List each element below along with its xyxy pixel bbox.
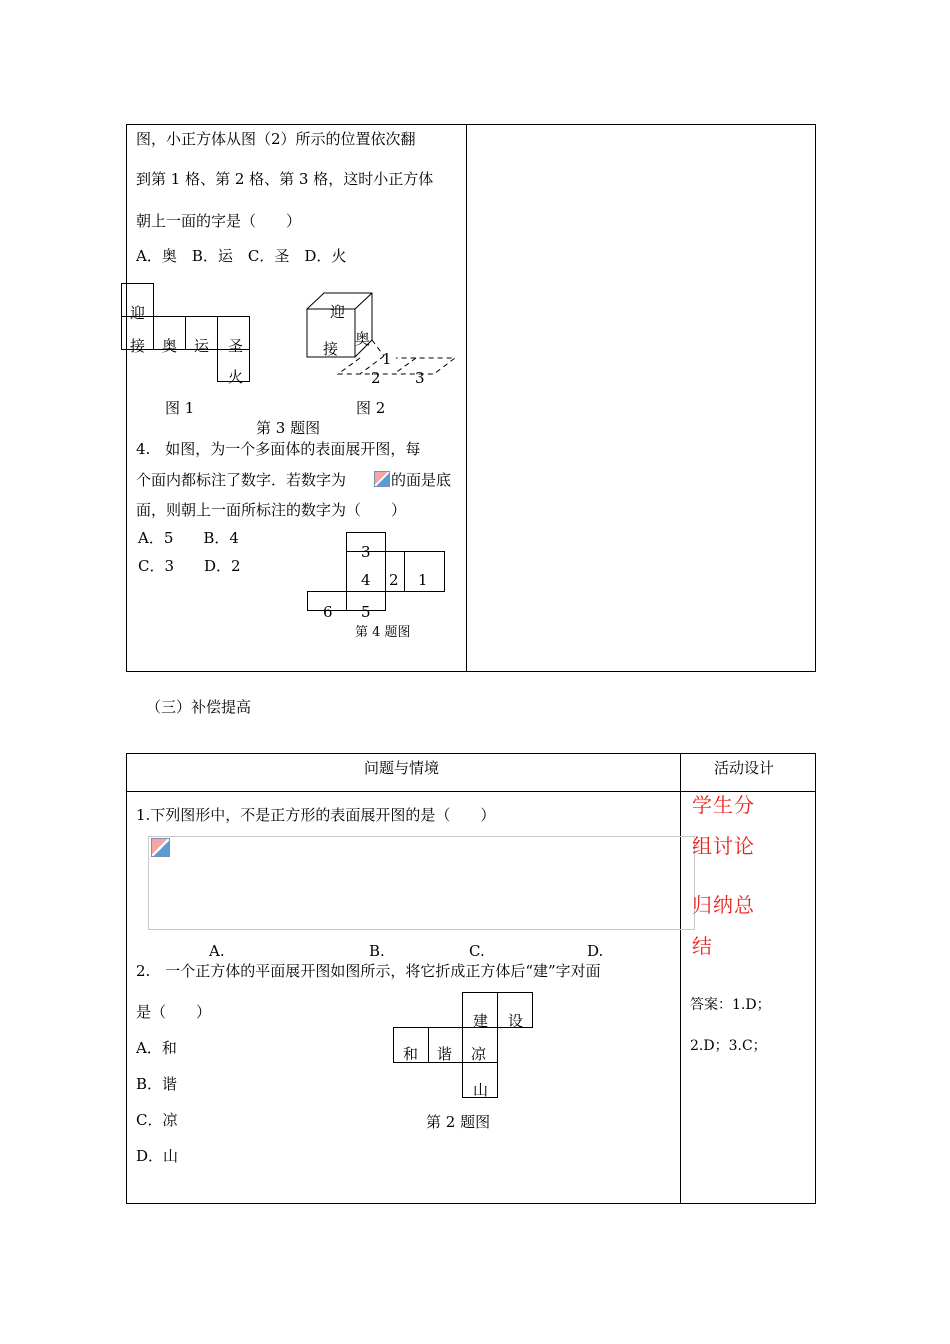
q4-net-num-5: 5 (361, 603, 371, 621)
b-q2-option-a: A．和 (136, 1039, 177, 1057)
fig2-char-ao: 奥 (355, 330, 371, 348)
b-q2-option-b: B．谐 (136, 1075, 178, 1093)
bottom-table-header-line (126, 791, 816, 792)
q3-options: A．奥 B．运 C．圣 D．火 (136, 247, 347, 265)
q2-net-char-he: 和 (403, 1045, 419, 1063)
fig2-num-1: 1 (382, 350, 392, 368)
q2-caption: 第 2 题图 (426, 1113, 491, 1131)
q2-net-char-she: 设 (508, 1012, 524, 1030)
q4-line1: 4. 如图，为一个多面体的表面展开图，每 (136, 440, 421, 458)
activity-answer-2: 2.D；3.C； (690, 1038, 767, 1054)
q4-options-1: A．5 B．4 (138, 529, 239, 547)
fig2-char-ying: 迎 (330, 303, 346, 321)
q4-caption: 第 4 题图 (355, 625, 411, 640)
q2-net-char-shan: 山 (473, 1081, 489, 1099)
q2-net-char-xie: 谐 (437, 1045, 453, 1063)
header-questions: 问题与情境 (364, 759, 440, 777)
fig1-char-sheng: 圣 (228, 337, 244, 355)
q1-label-d: D. (587, 942, 604, 960)
activity-red-line4: 结 (692, 934, 713, 958)
fig1-char-huo: 火 (228, 368, 244, 386)
q2-net-char-jian: 建 (473, 1012, 489, 1030)
b-q1-text: 1.下列图形中，不是正方形的表面展开图的是（ ） (136, 806, 496, 824)
header-activity: 活动设计 (714, 759, 775, 777)
q4-net-num-1: 1 (418, 571, 428, 589)
q1-label-c: C. (469, 942, 485, 960)
fig1-label: 图 1 (165, 399, 195, 417)
activity-red-line3: 归纳总 (692, 893, 755, 917)
fig1-char-yun: 运 (194, 337, 210, 355)
b-q2-option-d: D．山 (136, 1147, 179, 1165)
q3-line3: 朝上一面的字是（ ） (136, 212, 302, 230)
q3-line2: 到第 1 格、第 2 格、第 3 格，这时小正方体 (136, 170, 434, 188)
q1-label-a: A. (209, 942, 225, 960)
q2-net-char-liang: 凉 (471, 1045, 487, 1063)
bottom-table-divider (680, 753, 681, 1204)
q3-line1: 图，小正方体从图（2）所示的位置依次翻 (136, 130, 416, 148)
q4-net-num-6: 6 (323, 603, 333, 621)
fig2-num-2: 2 (371, 369, 381, 387)
b-q2-line2: 是（ ） (136, 1003, 212, 1021)
top-table (126, 124, 816, 672)
activity-red-line1: 学生分 (692, 793, 755, 817)
q3-caption: 第 3 题图 (256, 419, 321, 437)
fig1-char-ying: 迎 (130, 304, 146, 322)
q4-options-2: C．3 D．2 (138, 557, 241, 575)
fig2-char-jie: 接 (323, 340, 339, 358)
q4-line2b: 的面是底 (391, 471, 452, 489)
fig1-char-ao: 奥 (162, 337, 178, 355)
fig2-num-3: 3 (415, 369, 425, 387)
fig1-char-jie: 接 (130, 337, 146, 355)
activity-answer-1: 答案：1.D； (690, 997, 771, 1013)
fig2-label: 图 2 (356, 399, 386, 417)
q4-line2a: 个面内都标注了数字．若数字为 (136, 471, 347, 489)
q4-net-num-2: 2 (389, 571, 399, 589)
top-table-divider (466, 124, 467, 672)
q1-label-b: B. (369, 942, 385, 960)
broken-image-icon (374, 471, 390, 487)
b-q2-option-c: C．凉 (136, 1111, 178, 1129)
q4-net-num-4: 4 (361, 571, 371, 589)
q1-image-frame (148, 836, 695, 930)
activity-red-line2: 组讨论 (692, 834, 755, 858)
q4-line3: 面，则朝上一面所标注的数字为（ ） (136, 501, 407, 519)
q4-net-num-3: 3 (361, 543, 371, 561)
section-title: （三）补偿提高 (146, 698, 252, 716)
b-q2-line1: 2. 一个正方体的平面展开图如图所示，将它折成正方体后“建”字对面 (136, 962, 601, 980)
